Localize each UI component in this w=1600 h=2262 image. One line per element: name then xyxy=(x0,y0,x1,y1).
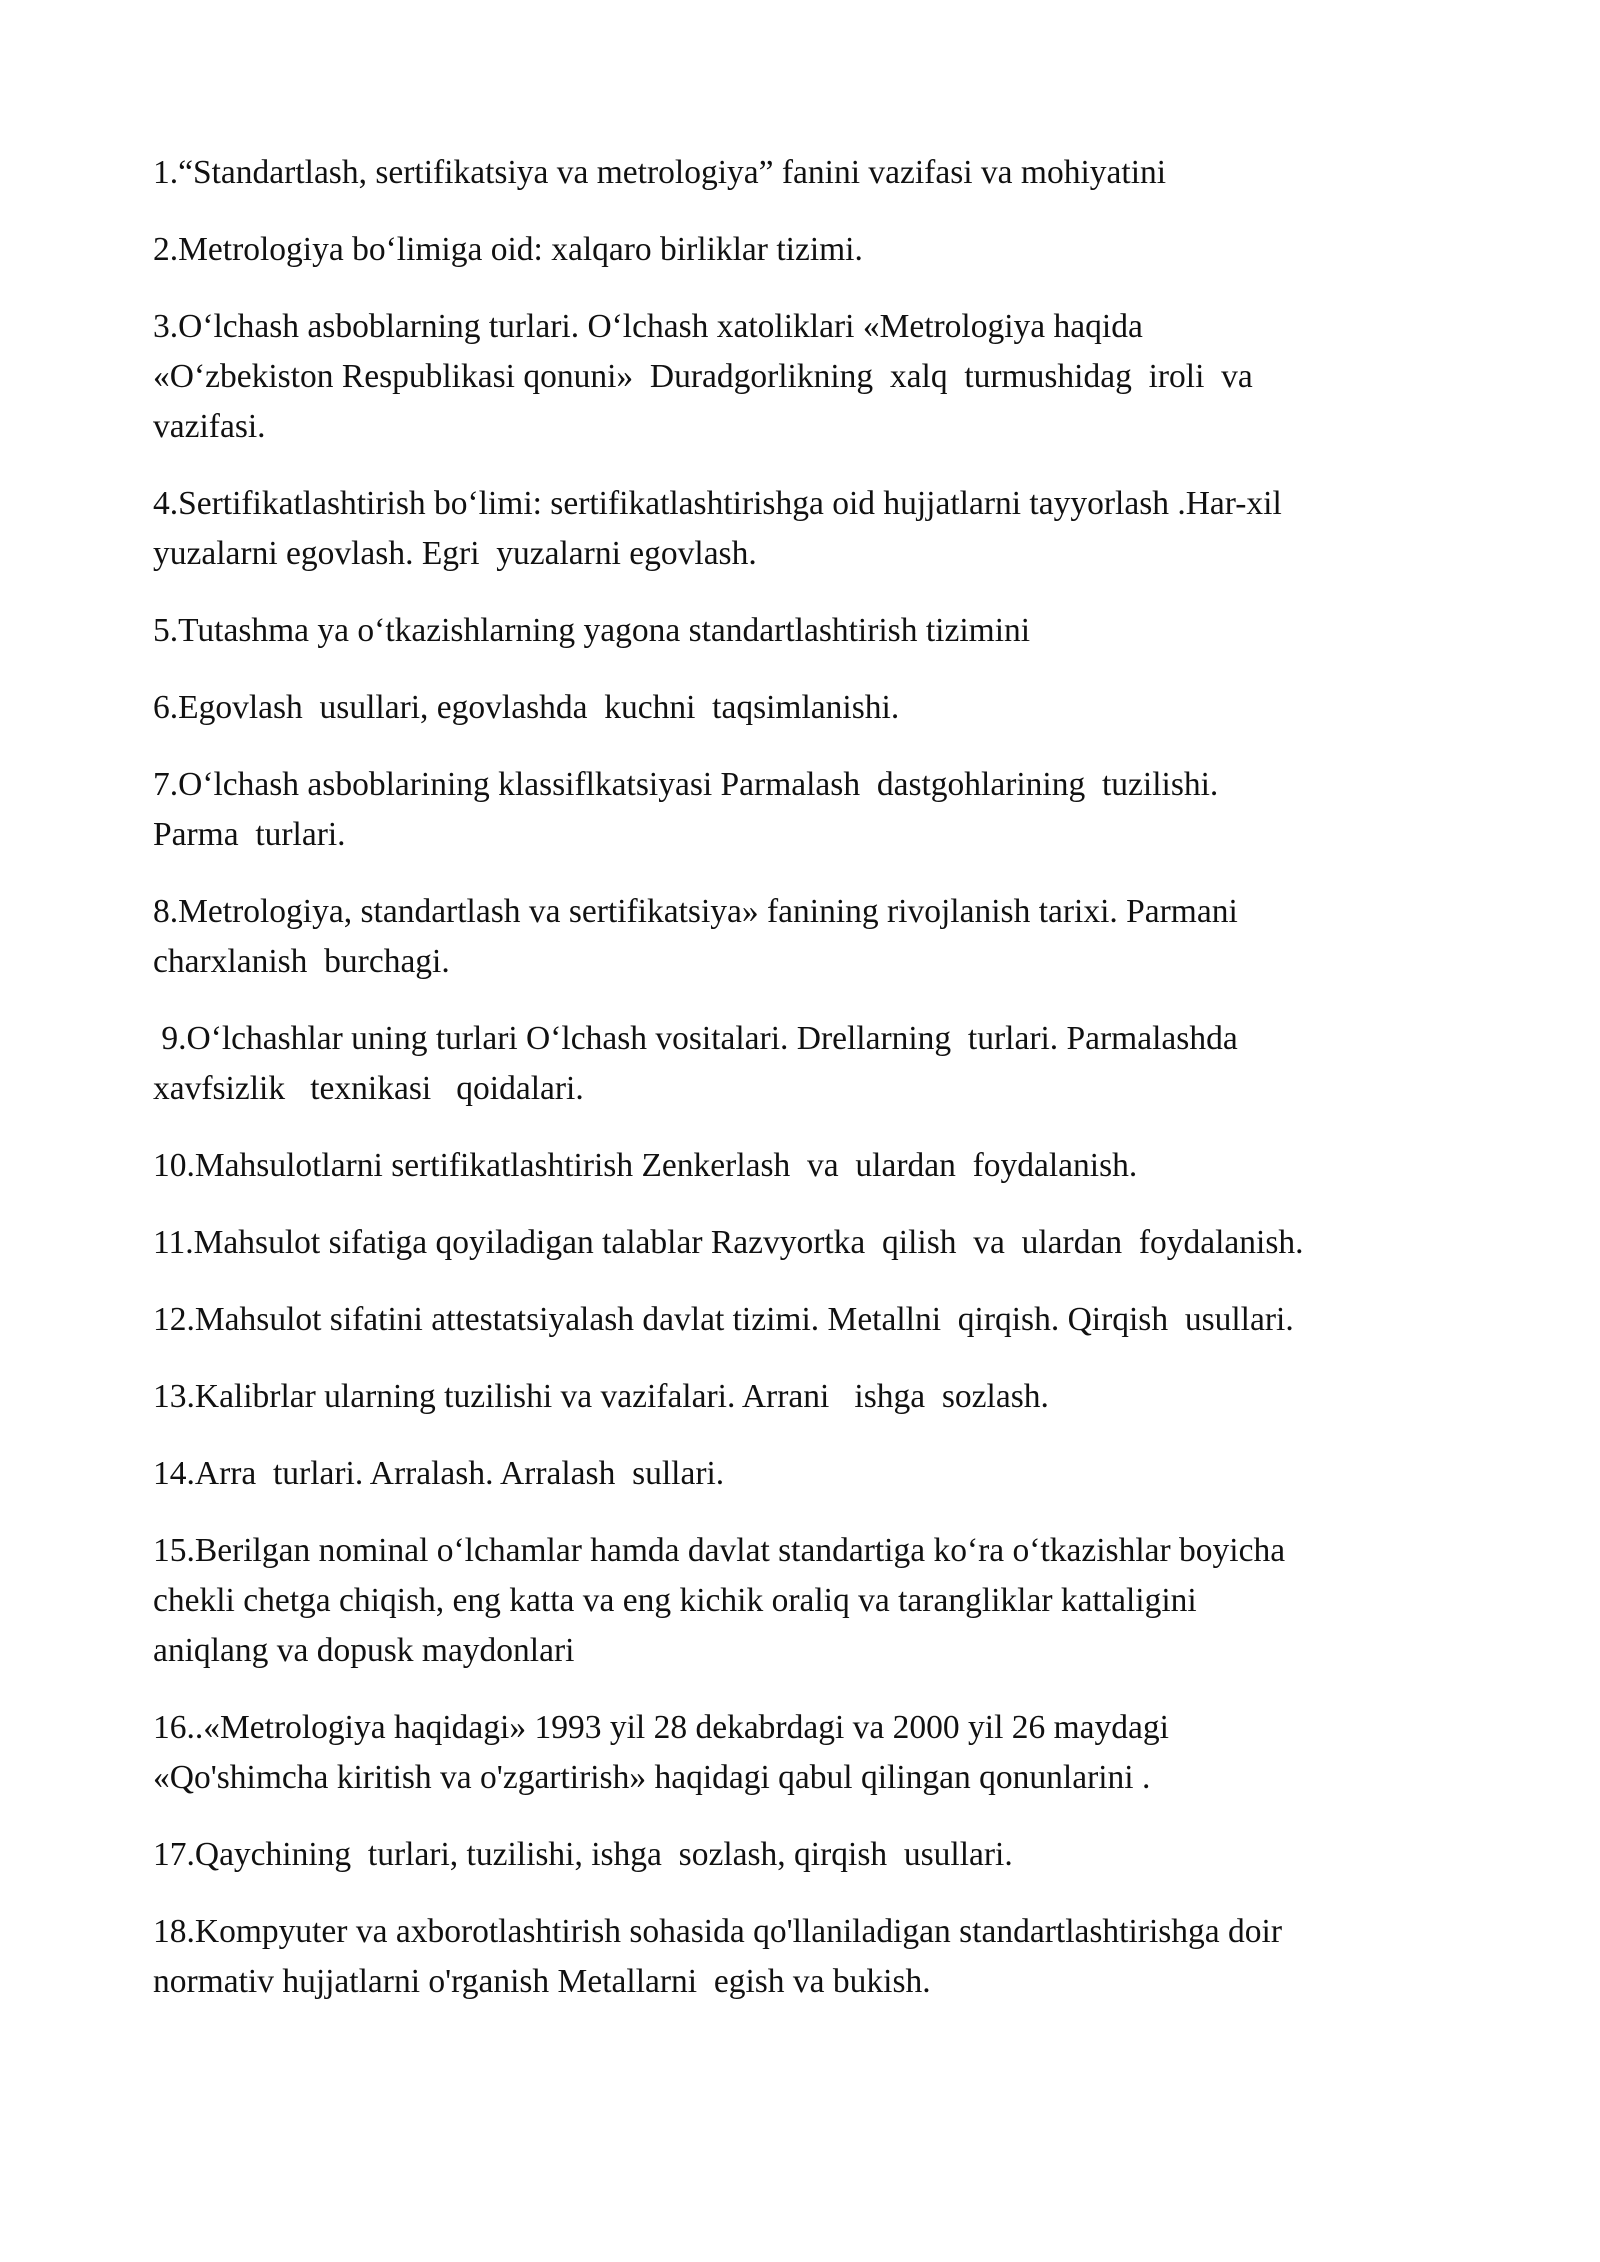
question-item-12: 12.Mahsulot sifatini attestatsiyalash davlat tizimi. Metallni qirqish. Qirqish usullari. xyxy=(153,1301,1294,1338)
question-item-1: 1.“Standartlash, sertifikatsiya va metrologiya” fanini vazifasi va mohiyatini xyxy=(153,154,1167,191)
question-item-3: 3.Oʻlchash asboblarning turlari. Oʻlchash xatoliklari «Metrologiya haqida «Oʻzbekiston Respublikasi qonuni» Duradgorlikning xalq turmushidag iroli va vazifasi. xyxy=(153,308,1253,445)
question-item-5: 5.Tutashma ya oʻtkazishlarning yagona standartlashtirish tizimini xyxy=(153,612,1031,649)
question-item-9: 9.Oʻlchashlar uning turlari Oʻlchash vositalari. Drellarning turlari. Parmalashda xavfsizlik texnikasi qoidalari. xyxy=(153,1020,1238,1107)
question-item-14: 14.Arra turlari. Arralash. Arralash sullari. xyxy=(153,1455,725,1492)
question-item-10: 10.Mahsulotlarni sertifikatlashtirish Zenkerlash va ulardan foydalanish. xyxy=(153,1147,1138,1184)
question-item-7: 7.Oʻlchash asboblarining klassiflkatsiyasi Parmalash dastgohlarining tuzilishi. Parma turlari. xyxy=(153,766,1219,853)
question-list xyxy=(153,148,1483,2034)
question-item-17: 17.Qaychining turlari, tuzilishi, ishga sozlash, qirqish usullari. xyxy=(153,1836,1013,1873)
question-item-18: 18.Kompyuter va axborotlashtirish sohasida qo'llaniladigan standartlashtirishga doir normativ hujjatlarni o'rganish Metallarni egish va bukish. xyxy=(153,1913,1282,2000)
question-item-4: 4.Sertifikatlashtirish boʻlimi: sertifikatlashtirishga oid hujjatlarni tayyorlash .Har-xil yuzalarni egovlash. Egri yuzalarni egovlash. xyxy=(153,485,1282,572)
question-item-13: 13.Kalibrlar ularning tuzilishi va vazifalari. Arrani ishga sozlash. xyxy=(153,1378,1049,1415)
question-item-6: 6.Egovlash usullari, egovlashda kuchni taqsimlanishi. xyxy=(153,689,900,726)
question-item-15: 15.Berilgan nominal oʻlchamlar hamda davlat standartiga koʻra oʻtkazishlar boyicha chekli chetga chiqish, eng katta va eng kichik oraliq va tarangliklar kattaligini aniqlang va dopusk maydonlari xyxy=(153,1532,1286,1669)
question-item-8: 8.Metrologiya, standartlash va sertifikatsiya» fanining rivojlanish tarixi. Parmani charxlanish burchagi. xyxy=(153,893,1238,980)
question-item-16: 16..«Metrologiya haqidagi» 1993 yil 28 dekabrdagi va 2000 yil 26 maydagi «Qo'shimcha kiritish va o'zgartirish» haqidagi qabul qilingan qonunlarini . xyxy=(153,1709,1169,1796)
question-item-2: 2.Metrologiya boʻlimiga oid: xalqaro birliklar tizimi. xyxy=(153,231,863,268)
question-item-11: 11.Mahsulot sifatiga qoyiladigan talablar Razvyortka qilish va ulardan foydalanish. xyxy=(153,1224,1304,1261)
